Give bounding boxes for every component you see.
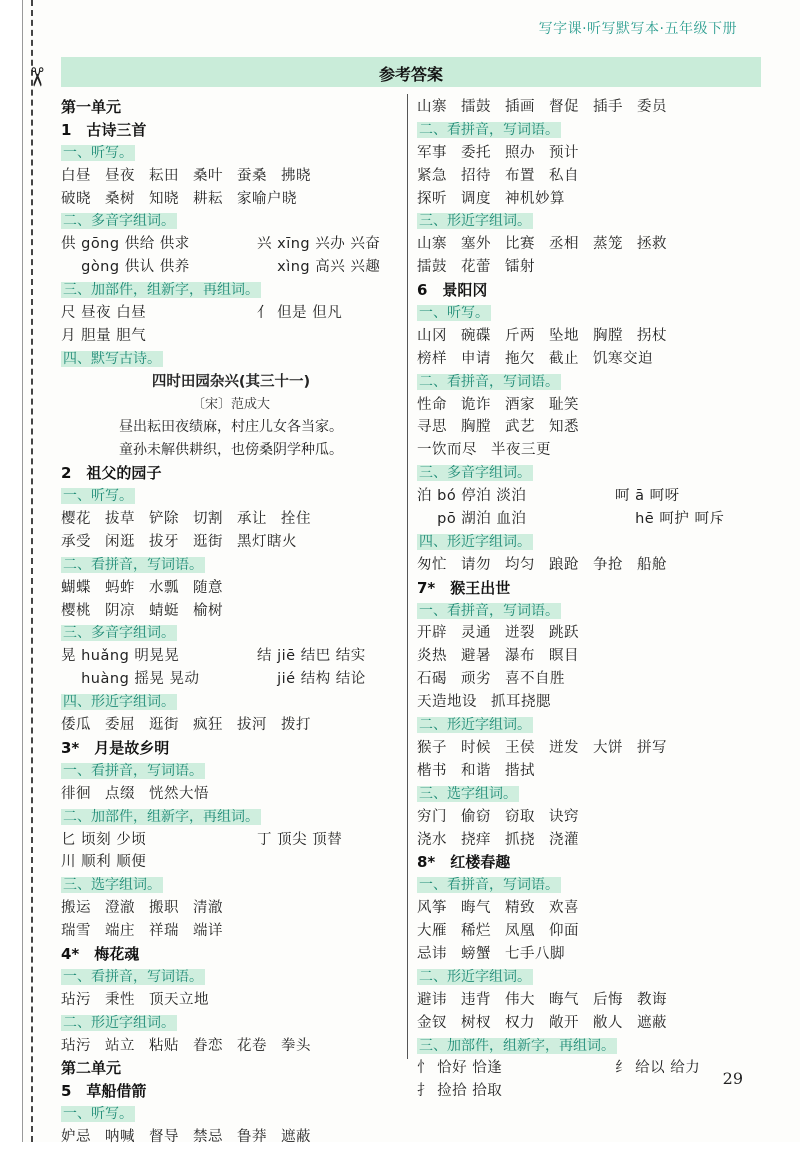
answer-group: 呵 ā 呵呀 xyxy=(615,488,680,505)
answer-word: 逛街 xyxy=(149,717,179,734)
answer-word: 猴子 xyxy=(417,739,447,756)
answer-line xyxy=(417,989,762,1012)
answer-word: 妒忌 xyxy=(61,1129,91,1146)
scissors-icon: ✂ xyxy=(20,66,51,88)
answer-group: 亻 但是 但凡 xyxy=(257,305,343,322)
answer-word: 教诲 xyxy=(637,991,667,1008)
answer-word: 螃蟹 xyxy=(461,945,491,962)
answer-word: 山冈 xyxy=(417,327,447,344)
lesson-heading: 1 古诗三首 xyxy=(61,120,147,139)
answer-word: 拔牙 xyxy=(149,533,179,550)
answer-group: huàng 摇晃 晃动 xyxy=(61,671,200,688)
answer-word: 拖欠 xyxy=(505,350,535,367)
lesson-heading: 7* 猴王出世 xyxy=(417,578,511,597)
answer-word: 树杈 xyxy=(461,1014,491,1031)
answer-word: 和谐 xyxy=(461,762,491,779)
answer-word: 仰面 xyxy=(549,923,579,940)
answer-word: 知悉 xyxy=(549,419,579,436)
answer-word: 楷书 xyxy=(417,762,447,779)
answer-line xyxy=(417,416,762,439)
answer-word: 耕耘 xyxy=(193,190,223,207)
answer-word: 大饼 xyxy=(593,739,623,756)
answer-line xyxy=(61,829,401,852)
answer-word: 玷污 xyxy=(61,991,91,1008)
answer-word: 诡诈 xyxy=(461,396,491,413)
answer-word: 探听 xyxy=(417,190,447,207)
answer-word: 诀窍 xyxy=(549,808,579,825)
answer-word: 督促 xyxy=(549,99,579,115)
answer-group: 供 gōng 供给 供求 xyxy=(61,236,190,253)
answer-word: 酒家 xyxy=(505,396,535,413)
answer-group: gòng 供认 供养 xyxy=(61,259,190,276)
answer-line xyxy=(417,325,762,348)
exercise-heading: 一、看拼音，写词语。 xyxy=(419,602,559,619)
answer-line xyxy=(417,1057,762,1080)
exercise-heading: 四、形近字组词。 xyxy=(63,694,175,711)
answer-word: 精致 xyxy=(505,900,535,917)
answer-line xyxy=(61,531,401,554)
answer-word: 金钗 xyxy=(417,1014,447,1031)
answer-word: 端详 xyxy=(193,923,223,940)
answer-word: 权力 xyxy=(505,1014,535,1031)
answer-word: 穷门 xyxy=(417,808,447,825)
answer-group: jié 结构 结论 xyxy=(257,671,366,688)
answer-word: 桑树 xyxy=(105,190,135,207)
unit-heading: 第一单元 xyxy=(61,98,122,116)
exercise-heading: 二、形近字组词。 xyxy=(63,1014,175,1031)
answer-word: 抓耳挠腮 xyxy=(491,694,551,711)
answer-word: 铲除 xyxy=(149,511,179,528)
answer-word: 黑灯瞎火 xyxy=(237,533,297,550)
answer-line xyxy=(417,943,762,966)
answer-word: 拴住 xyxy=(281,511,311,528)
answer-group: 忄 恰好 恰逢 xyxy=(417,1060,503,1077)
answer-word: 插手 xyxy=(593,99,623,115)
answer-word: 迸发 xyxy=(549,739,579,756)
answer-line xyxy=(61,1035,401,1058)
answer-word: 照办 xyxy=(505,144,535,161)
answer-word: 蜻蜓 xyxy=(149,602,179,619)
answer-word: 大雁 xyxy=(417,923,447,940)
answer-group: 结 jiē 结巴 结实 xyxy=(257,648,366,665)
answer-word: 调度 xyxy=(461,190,491,207)
answer-word: 避讳 xyxy=(417,991,447,1008)
answer-word: 端庄 xyxy=(105,923,135,940)
answer-line xyxy=(417,645,762,668)
answer-word: 浇灌 xyxy=(549,831,579,848)
exercise-heading: 四、形近字组词。 xyxy=(419,533,531,550)
exercise-heading: 三、加部件，组新字，再组词。 xyxy=(419,1037,615,1054)
page-number: 29 xyxy=(722,1069,743,1088)
answer-word: 遮蔽 xyxy=(637,1014,667,1031)
answer-word: 搬运 xyxy=(61,900,91,917)
answer-word: 榜样 xyxy=(417,350,447,367)
answer-word: 粘贴 xyxy=(149,1037,179,1054)
exercise-heading: 二、看拼音，写词语。 xyxy=(63,556,203,573)
answer-line xyxy=(417,760,762,783)
answer-word: 桑叶 xyxy=(193,167,223,184)
answer-word: 截止 xyxy=(549,350,579,367)
answer-word: 昼夜 xyxy=(105,167,135,184)
answer-word: 船舱 xyxy=(637,556,667,573)
answer-word: 踉跄 xyxy=(549,556,579,573)
answer-word: 徘徊 xyxy=(61,785,91,802)
exercise-heading: 三、多音字组词。 xyxy=(63,625,175,642)
answer-word: 天造地设 xyxy=(417,694,477,711)
answer-word: 揩拭 xyxy=(505,762,535,779)
answer-word: 清澈 xyxy=(193,900,223,917)
answer-line xyxy=(417,668,762,691)
answer-group: pō 湖泊 血泊 xyxy=(417,511,527,528)
answer-word: 破晓 xyxy=(61,190,91,207)
answer-word: 委托 xyxy=(461,144,491,161)
answer-line xyxy=(417,622,762,645)
exercise-heading: 一、看拼音，写词语。 xyxy=(63,968,203,985)
answer-word: 时候 xyxy=(461,739,491,756)
answer-word: 王侯 xyxy=(505,739,535,756)
answer-group: 晃 huǎng 明晃晃 xyxy=(61,648,180,665)
answer-word: 稀烂 xyxy=(461,923,491,940)
poem-author: 〔宋〕范成大 xyxy=(191,396,270,412)
unit-heading: 第二单元 xyxy=(61,1059,122,1078)
answer-word: 白昼 xyxy=(61,167,91,184)
answer-word: 鲁莽 xyxy=(237,1129,267,1146)
exercise-heading: 三、加部件，组新字，再组词。 xyxy=(63,282,259,299)
answer-word: 花蕾 xyxy=(461,259,491,276)
answer-word: 武艺 xyxy=(505,419,535,436)
answer-word: 七手八脚 xyxy=(505,945,565,962)
answer-word: 澄澈 xyxy=(105,900,135,917)
lesson-heading: 6 景阳冈 xyxy=(417,281,488,300)
answer-line xyxy=(417,96,762,119)
answer-word: 阴凉 xyxy=(105,602,135,619)
answer-word: 均匀 xyxy=(505,556,535,573)
answer-word: 忌讳 xyxy=(417,945,447,962)
answer-line xyxy=(61,165,401,188)
answer-word: 委屈 xyxy=(105,717,135,734)
answer-word: 私自 xyxy=(549,167,579,184)
answer-word: 申请 xyxy=(461,350,491,367)
answer-word: 紧急 xyxy=(417,167,447,184)
answer-word: 灵通 xyxy=(461,625,491,642)
answer-word: 跳跃 xyxy=(549,625,579,642)
answer-word: 抓挠 xyxy=(505,831,535,848)
page-header: 写字课·听写默写本·五年级下册 xyxy=(538,21,737,37)
answer-word: 瞑目 xyxy=(549,648,579,665)
answer-line xyxy=(417,142,762,165)
answer-group: 匕 顷刻 少顷 xyxy=(61,831,147,848)
answer-line xyxy=(61,577,401,600)
lesson-heading: 4* 梅花魂 xyxy=(61,944,140,963)
exercise-heading: 三、选字组词。 xyxy=(419,785,517,802)
left-column xyxy=(61,96,401,1149)
answer-line xyxy=(61,989,401,1012)
answer-word: 丞相 xyxy=(549,236,579,253)
answer-line xyxy=(417,920,762,943)
answer-line xyxy=(417,554,762,577)
answer-word: 避暑 xyxy=(461,648,491,665)
answer-word: 偷窃 xyxy=(461,808,491,825)
answer-word: 川 顺利 顺便 xyxy=(61,854,147,871)
answer-word: 榆树 xyxy=(193,602,223,619)
answer-line xyxy=(61,783,401,806)
answer-word: 顶天立地 xyxy=(149,991,209,1008)
answer-word: 性命 xyxy=(417,396,447,413)
exercise-heading: 三、形近字组词。 xyxy=(419,213,531,230)
answer-word: 违背 xyxy=(461,991,491,1008)
answer-line xyxy=(61,256,401,279)
answer-word: 布置 xyxy=(505,167,535,184)
answer-word: 逛街 xyxy=(193,533,223,550)
answer-group: 兴 xīng 兴办 兴奋 xyxy=(257,236,381,253)
answer-word: 迸裂 xyxy=(505,625,535,642)
answer-word: 倭瓜 xyxy=(61,717,91,734)
right-column xyxy=(417,96,762,1103)
answer-word: 插画 xyxy=(505,99,535,115)
exercise-heading: 四、默写古诗。 xyxy=(63,350,161,367)
answer-word: 擂鼓 xyxy=(461,99,491,115)
answer-word: 招待 xyxy=(461,167,491,184)
answer-line xyxy=(417,1012,762,1035)
answer-line xyxy=(417,256,762,279)
answer-word: 点缀 xyxy=(105,785,135,802)
answer-word: 晦气 xyxy=(549,991,579,1008)
exercise-heading: 一、看拼音，写词语。 xyxy=(63,762,203,779)
answer-line xyxy=(417,348,762,371)
answer-word: 顽劣 xyxy=(461,671,491,688)
exercise-heading: 一、听写。 xyxy=(63,144,133,161)
answer-word: 风筝 xyxy=(417,900,447,917)
cut-line xyxy=(31,0,33,1142)
answer-line xyxy=(417,897,762,920)
exercise-heading: 二、看拼音，写词语。 xyxy=(419,121,559,138)
answer-group: 尺 昼夜 白昼 xyxy=(61,305,147,322)
answer-word: 后悔 xyxy=(593,991,623,1008)
answer-word: 水瓢 xyxy=(149,579,179,596)
answer-word: 拨打 xyxy=(281,717,311,734)
answer-word: 镭射 xyxy=(505,259,535,276)
answer-line xyxy=(417,508,762,531)
exercise-heading: 二、多音字组词。 xyxy=(63,213,175,230)
exercise-heading: 一、看拼音，写词语。 xyxy=(419,877,559,894)
answer-word: 知晓 xyxy=(149,190,179,207)
answer-word: 匆忙 xyxy=(417,556,447,573)
answer-word: 督导 xyxy=(149,1129,179,1146)
answer-group: xìng 高兴 兴趣 xyxy=(257,259,381,276)
answer-word: 挠痒 xyxy=(461,831,491,848)
answer-line xyxy=(61,600,401,623)
answer-line xyxy=(417,233,762,256)
answer-word: 石碣 xyxy=(417,671,447,688)
page xyxy=(20,0,800,1146)
answer-line xyxy=(61,851,401,874)
answer-word: 家喻户晓 xyxy=(237,190,297,207)
answer-word: 恍然大悟 xyxy=(149,785,209,802)
answer-word: 承让 xyxy=(237,511,267,528)
answer-line xyxy=(417,165,762,188)
answer-word: 炎热 xyxy=(417,648,447,665)
answer-word: 坠地 xyxy=(549,327,579,344)
answer-group: hē 呵护 呵斥 xyxy=(615,511,725,528)
answer-word: 拯救 xyxy=(637,236,667,253)
answer-group: 纟 给以 给力 xyxy=(615,1060,701,1077)
answer-line xyxy=(417,188,762,211)
exercise-heading: 一、听写。 xyxy=(63,1106,133,1123)
answer-word: 凤凰 xyxy=(505,923,535,940)
answer-word: 拂晓 xyxy=(281,167,311,184)
answer-word: 承受 xyxy=(61,533,91,550)
answer-word: 斤两 xyxy=(505,327,535,344)
answer-word: 胸膛 xyxy=(593,327,623,344)
answer-word: 随意 xyxy=(193,579,223,596)
answer-line xyxy=(61,325,401,348)
answer-line xyxy=(61,188,401,211)
answer-line xyxy=(417,1080,762,1103)
answer-word: 军事 xyxy=(417,144,447,161)
title-band xyxy=(61,57,761,87)
answer-group: 丁 顶尖 顶替 xyxy=(257,831,343,848)
answer-word: 蚕桑 xyxy=(237,167,267,184)
answer-word: 山寨 xyxy=(417,236,447,253)
answer-word: 寻思 xyxy=(417,419,447,436)
answer-line xyxy=(417,806,762,829)
exercise-heading: 二、形近字组词。 xyxy=(419,717,531,734)
answer-word: 搬职 xyxy=(149,900,179,917)
answer-word: 耻笑 xyxy=(549,396,579,413)
answer-word: 伟大 xyxy=(505,991,535,1008)
answer-word: 禁忌 xyxy=(193,1129,223,1146)
answer-word: 蝴蝶 xyxy=(61,579,91,596)
answer-word: 拔草 xyxy=(105,511,135,528)
lesson-heading: 3* 月是故乡明 xyxy=(61,738,170,757)
answer-word: 樱桃 xyxy=(61,602,91,619)
answer-line xyxy=(61,920,401,943)
exercise-heading: 三、选字组词。 xyxy=(63,877,161,894)
answer-line xyxy=(417,485,762,508)
answer-word: 敞开 xyxy=(549,1014,579,1031)
answer-line xyxy=(417,439,762,462)
answer-word: 预计 xyxy=(549,144,579,161)
answer-word: 呐喊 xyxy=(105,1129,135,1146)
answer-word: 浇水 xyxy=(417,831,447,848)
answer-line xyxy=(417,737,762,760)
exercise-heading: 二、加部件，组新字，再组词。 xyxy=(63,808,259,825)
answer-word: 请勿 xyxy=(461,556,491,573)
answer-word: 一饮而尽 xyxy=(417,442,477,459)
answer-word: 比赛 xyxy=(505,236,535,253)
answer-word: 蒸笼 xyxy=(593,236,623,253)
exercise-heading: 二、形近字组词。 xyxy=(419,968,531,985)
answer-word: 开辟 xyxy=(417,625,447,642)
answer-word: 祥瑞 xyxy=(149,923,179,940)
answer-line xyxy=(61,897,401,920)
answer-line xyxy=(61,1126,401,1149)
answer-word: 疯狂 xyxy=(193,717,223,734)
lesson-heading: 8* 红楼春趣 xyxy=(417,853,511,872)
answer-line xyxy=(61,508,401,531)
answer-word: 玷污 xyxy=(61,1037,91,1054)
answer-word: 蚂蚱 xyxy=(105,579,135,596)
answer-word: 晦气 xyxy=(461,900,491,917)
exercise-heading: 二、看拼音，写词语。 xyxy=(419,373,559,390)
exercise-heading: 一、听写。 xyxy=(63,488,133,505)
answer-word: 碗碟 xyxy=(461,327,491,344)
answer-line xyxy=(417,691,762,714)
answer-word: 耘田 xyxy=(149,167,179,184)
answer-word: 胸膛 xyxy=(461,419,491,436)
answer-line xyxy=(61,714,401,737)
exercise-heading: 三、多音字组词。 xyxy=(419,465,531,482)
answer-word: 敝人 xyxy=(593,1014,623,1031)
exercise-heading: 一、听写。 xyxy=(419,305,489,322)
answer-word: 争抢 xyxy=(593,556,623,573)
answer-word: 饥寒交迫 xyxy=(593,350,653,367)
answer-word: 花卷 xyxy=(237,1037,267,1054)
answer-word: 委员 xyxy=(637,99,667,115)
answer-group: 泊 bó 停泊 淡泊 xyxy=(417,488,527,505)
answer-word: 拔河 xyxy=(237,717,267,734)
answer-word: 塞外 xyxy=(461,236,491,253)
lesson-heading: 5 草船借箭 xyxy=(61,1082,147,1101)
answer-word: 拐杖 xyxy=(637,327,667,344)
answer-line xyxy=(61,668,401,691)
answer-word: 切割 xyxy=(193,511,223,528)
answer-word: 欢喜 xyxy=(549,900,579,917)
answer-word: 遮蔽 xyxy=(281,1129,311,1146)
answer-word: 秉性 xyxy=(105,991,135,1008)
answer-word: 半夜三更 xyxy=(491,442,551,459)
answer-line xyxy=(61,233,401,256)
lesson-heading: 2 祖父的园子 xyxy=(61,464,162,483)
answer-word: 闲逛 xyxy=(105,533,135,550)
answer-word: 拼写 xyxy=(637,739,667,756)
answer-word: 喜不自胜 xyxy=(505,671,565,688)
answer-word: 眷恋 xyxy=(193,1037,223,1054)
answer-word: 瀑布 xyxy=(505,648,535,665)
answer-line xyxy=(61,302,401,325)
answer-word: 窃取 xyxy=(505,808,535,825)
answer-word: 樱花 xyxy=(61,511,91,528)
answer-word: 拳头 xyxy=(281,1037,311,1054)
poem-title: 四时田园杂兴(其三十一) xyxy=(151,373,311,390)
answer-word: 站立 xyxy=(105,1037,135,1054)
answer-word: 擂鼓 xyxy=(417,259,447,276)
column-divider xyxy=(407,94,408,1059)
answer-line xyxy=(417,829,762,852)
answer-word: 瑞雪 xyxy=(61,923,91,940)
answer-line xyxy=(417,394,762,417)
answer-word: 神机妙算 xyxy=(505,190,565,207)
answer-word: 山寨 xyxy=(417,99,447,115)
poem-line: 昼出耘田夜绩麻，村庄儿女各当家。 xyxy=(119,419,343,436)
page-title: 参考答案 xyxy=(378,65,443,84)
answer-word: 月 胆量 胆气 xyxy=(61,327,147,344)
poem-line: 童孙未解供耕织，也傍桑阴学种瓜。 xyxy=(119,442,343,459)
answer-word: 扌 捡拾 拾取 xyxy=(417,1083,503,1100)
answer-line xyxy=(61,645,401,668)
